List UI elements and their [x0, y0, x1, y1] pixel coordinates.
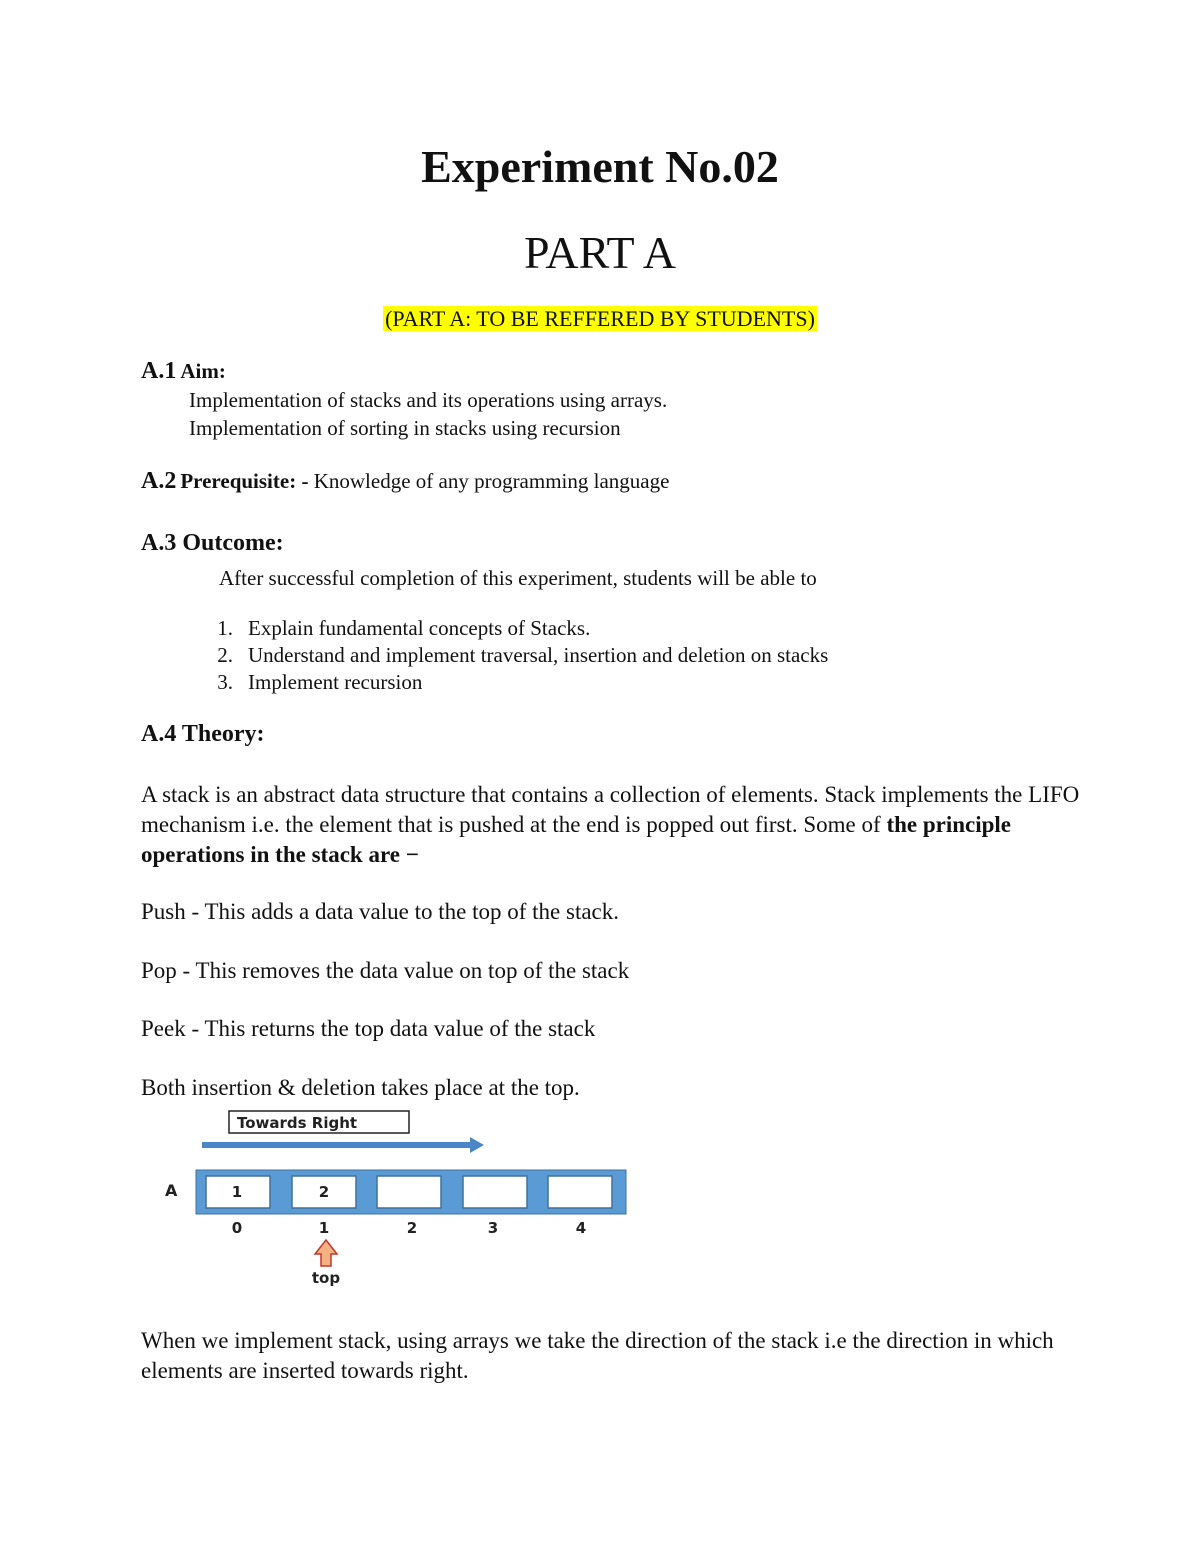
list-item-number: 3.	[217, 670, 233, 694]
index-label: 0	[231, 1219, 243, 1237]
outcome-intro: After successful completion of this experiment, students will be able to	[219, 566, 817, 590]
top-label: top	[311, 1269, 341, 1287]
theory-text: A stack is an abstract data structure that contains a collection of elements. Stack implements the LIFO mechanism i.e. the element that is pushed at the end is popped out first. Some of	[141, 782, 1080, 837]
stack-array-diagram	[150, 1100, 650, 1300]
pop-definition	[141, 956, 629, 986]
cell-value: 1	[231, 1183, 243, 1201]
page-title: Experiment No.02	[421, 141, 779, 192]
list-item-number: 1.	[217, 616, 233, 640]
section-a4-heading: A.4 Theory:	[141, 721, 265, 747]
section-label: Prerequisite: -	[180, 469, 309, 493]
index-label: 2	[406, 1219, 418, 1237]
theory-bold-text: the principle operations in the stack are −	[141, 812, 1012, 867]
index-label: 1	[318, 1219, 330, 1237]
array-cells	[206, 1176, 612, 1208]
list-item: Explain fundamental concepts of Stacks.	[248, 616, 591, 640]
definition: This removes the data value on top of the stack	[190, 958, 630, 983]
prerequisite-text: Knowledge of any programming language	[308, 469, 670, 493]
part-heading: PART A	[524, 227, 676, 278]
definition: This adds a data value to the top of the stack.	[199, 899, 620, 924]
direction-label: Towards Right	[237, 1114, 358, 1132]
direction-arrow-head	[470, 1137, 484, 1153]
insertion-deletion-note: Both insertion & deletion takes place at the top.	[141, 1075, 580, 1100]
theory-paragraph	[141, 780, 1091, 870]
index-label: 4	[575, 1219, 587, 1237]
array-cell	[463, 1176, 527, 1208]
top-pointer-arrow	[315, 1240, 337, 1266]
term: Push -	[141, 899, 200, 924]
section-label: Aim:	[180, 359, 226, 383]
push-definition	[141, 897, 619, 927]
array-cell	[377, 1176, 441, 1208]
note-line	[0, 306, 1200, 332]
aim-line-2: Implementation of sorting in stacks using recursion	[189, 416, 621, 440]
term: Pop -	[141, 958, 191, 983]
definition: This returns the top data value of the stack	[199, 1016, 596, 1041]
term: Peek -	[141, 1016, 200, 1041]
list-item: Understand and implement traversal, insertion and deletion on stacks	[248, 643, 829, 667]
section-a1-heading	[141, 358, 226, 385]
list-item-number: 2.	[217, 643, 233, 667]
index-label: 3	[487, 1219, 499, 1237]
section-a2	[141, 468, 669, 495]
peek-definition	[141, 1014, 595, 1044]
highlighted-note: (PART A: TO BE REFFERED BY STUDENTS)	[385, 306, 815, 331]
cell-value: 2	[318, 1183, 330, 1201]
array-name: A	[165, 1181, 178, 1200]
section-number: A.2	[141, 468, 177, 494]
closing-paragraph: When we implement stack, using arrays we take the direction of the stack i.e the direction in which elements are inserted towards right.	[141, 1328, 1054, 1383]
section-number: A.1	[141, 358, 177, 384]
aim-line-1: Implementation of stacks and its operations using arrays.	[189, 388, 668, 412]
section-a3-heading: A.3 Outcome:	[141, 530, 284, 556]
list-item: Implement recursion	[248, 670, 423, 694]
array-cell	[548, 1176, 612, 1208]
